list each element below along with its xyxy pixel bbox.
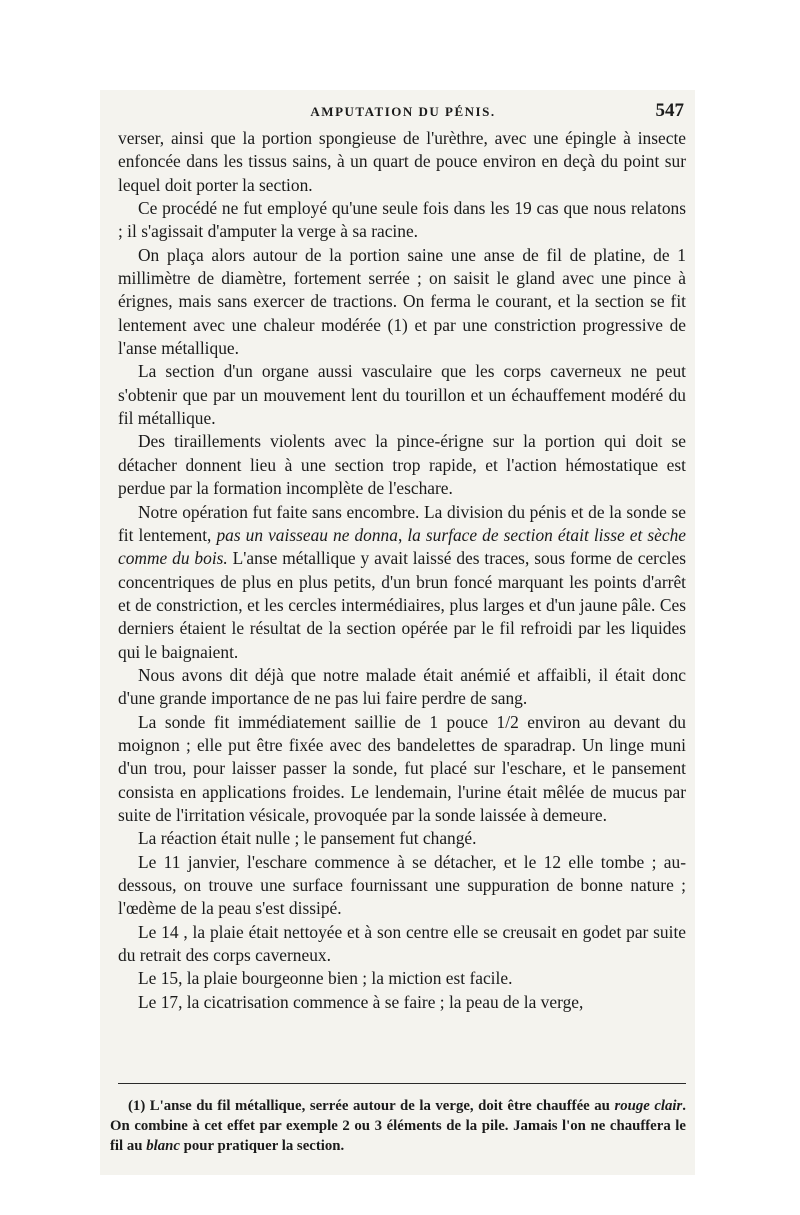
footnote: [110, 1096, 686, 1156]
paragraph: [118, 967, 686, 990]
paragraph: [118, 827, 686, 850]
paragraph-text: Nous avons dit déjà que notre malade était anémié et affaibli, il était donc d'une grande importance de ne pas lui faire perdre de sang.: [118, 664, 686, 709]
footnote-italic-text: blanc: [146, 1138, 180, 1154]
paragraph-text: ,: [397, 524, 408, 545]
paragraph-text: Des tiraillements violents avec la pince-érigne sur la portion qui doit se détacher donnent lieu à une section trop rapide, et l'action hémostatique est perdue par la formation incomplète de l'eschare.: [118, 431, 686, 499]
footnote-text: . On combine à cet effet par exemple 2 ou 3 éléments de la pile. Jamais l'on ne chauffera le fil au: [110, 1098, 686, 1154]
paragraph-text: Ce procédé ne fut employé qu'une seule fois dans les 19 cas que nous relatons ; il s'agissait d'amputer la verge à sa racine.: [118, 198, 686, 242]
paragraph-text: Le 17, la cicatrisation commence à se faire ; la peau de la verge,: [138, 991, 584, 1012]
paragraph-text: On plaça alors autour de la portion saine une anse de fil de platine, de 1 millimètre de diamètre, fortement serrée ; on saisit le gland avec une pince à érignes, mais sans exercer de tractions. On ferma le courant, et la section se fit lentement avec une chaleur modérée (1) et par une constriction progressive de l'anse métallique.: [118, 244, 686, 359]
footnote-text: pour pratiquer la section.: [179, 1138, 345, 1154]
paragraph: [118, 127, 686, 197]
paragraph: [118, 244, 686, 361]
paragraph-text: La sonde fit immédiatement saillie de 1 pouce 1/2 environ au devant du moignon ; elle put être fixée avec des bandelettes de sparadrap. Un linge muni d'un trou, pour laisser passer la sonde, fut placé sur l'eschare, et le pansement consista en applications froides. Le lendemain, l'urine était mêlée de mucus par suite de l'irritation vésicale, provoquée par la sonde laissée à demeure.: [118, 711, 686, 825]
paragraph-text: La réaction était nulle ; le pansement fut changé.: [138, 828, 477, 849]
paragraph: [118, 851, 686, 921]
footnote-text: (1) L'anse du fil métallique, serrée autour de la verge, doit être chauffée au: [128, 1098, 615, 1114]
paragraph: [118, 664, 686, 711]
paragraph-text: verser, ainsi que la portion spongieuse de l'urèthre, avec une épingle à insecte enfoncée dans les tissus sains, à un quart de pouce environ en deçà du point sur lequel doit porter la section.: [118, 128, 686, 195]
body-text: [118, 127, 686, 1014]
paragraph: [118, 501, 686, 664]
italic-text: la surface de section était lisse et sèche comme du bois.: [118, 524, 686, 569]
page-header: [118, 100, 688, 124]
paragraph-text: La section d'un organe aussi vasculaire que les corps caverneux ne peut s'obtenir que par un mouvement lent du tourillon et un échauffement modéré du fil métallique.: [118, 361, 686, 429]
paragraph-text: L'anse métallique y avait laissé des traces, sous forme de cercles concentriques de plus en plus petits, d'un brun foncé marquant les points d'arrêt et de constriction, et les cercles intermédiaires, plus larges et d'un jaune pâle. Ces derniers étaient le résultat de la section opérée par le fil refroidi par les liquides qui le baignaient.: [118, 548, 686, 662]
page-number: 547: [655, 100, 684, 121]
paragraph-text: Le 15, la plaie bourgeonne bien ; la miction est facile.: [138, 968, 513, 989]
paragraph-text: Le 11 janvier, l'eschare commence à se détacher, et le 12 elle tombe ; au-dessous, on trouve une surface fournissant une suppuration de bonne nature ; l'œdème de la peau s'est dissipé.: [118, 851, 686, 919]
paragraph: [118, 711, 686, 828]
italic-text: pas un vaisseau ne donna: [216, 524, 398, 545]
running-title: AMPUTATION DU PÉNIS.: [310, 104, 496, 119]
paragraph-text: Le 14 , la plaie était nettoyée et à son centre elle se creusait en godet par suite du retrait des corps caverneux.: [118, 921, 686, 966]
paragraph: [118, 921, 686, 968]
footnote-italic-text: rouge clair: [614, 1098, 683, 1114]
paragraph: [118, 991, 686, 1014]
footnote-rule: [118, 1083, 686, 1084]
paragraph-text: Notre opération fut faite sans encombre. La division du pénis et de la sonde se fit lentement,: [118, 501, 686, 545]
paragraph: [118, 360, 686, 430]
paragraph: [118, 430, 686, 500]
paragraph: [118, 197, 686, 244]
